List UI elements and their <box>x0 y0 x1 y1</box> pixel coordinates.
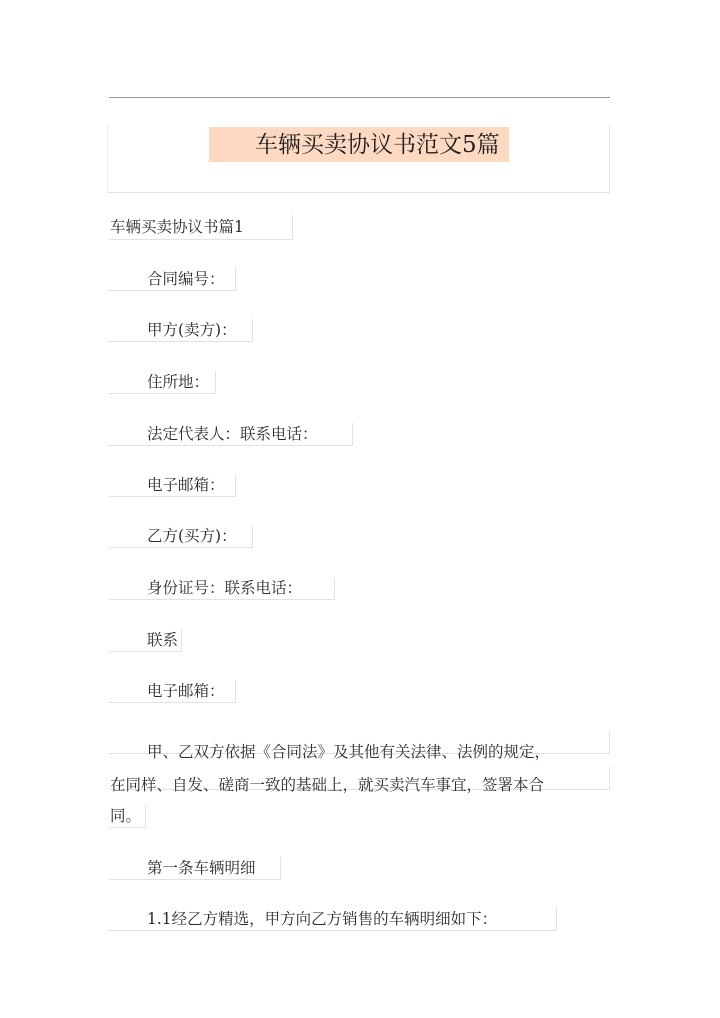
intro-line-2: 在同样、自发、磋商一致的基础上，就买卖汽车事宜，签署本合 <box>110 776 545 794</box>
address-label: 住所地： <box>147 373 210 391</box>
email-b-label: 电子邮箱： <box>147 682 225 700</box>
article-1-heading: 第一条车辆明细 <box>147 859 256 877</box>
header-rule <box>109 97 610 98</box>
party-a-label: 甲方(卖方)： <box>147 321 237 339</box>
email-a-label: 电子邮箱： <box>147 476 225 494</box>
contract-number-label: 合同编号： <box>147 270 225 288</box>
intro-line-3: 同。 <box>110 807 142 825</box>
clause-1-1: 1.1经乙方精选，甲方向乙方销售的车辆明细如下： <box>147 910 498 928</box>
section-heading: 车辆买卖协议书篇1 <box>110 218 244 236</box>
legal-representative-label: 法定代表人：联系电话： <box>147 425 318 443</box>
document-title: 车辆买卖协议书范文5篇 <box>255 132 500 158</box>
intro-line-1: 甲、乙双方依据《合同法》及其他有关法律、法例的规定， <box>147 743 551 761</box>
party-b-label: 乙方(买方)： <box>147 527 237 545</box>
id-number-label: 身份证号：联系电话： <box>147 579 303 597</box>
contact-label: 联系 <box>147 631 179 649</box>
